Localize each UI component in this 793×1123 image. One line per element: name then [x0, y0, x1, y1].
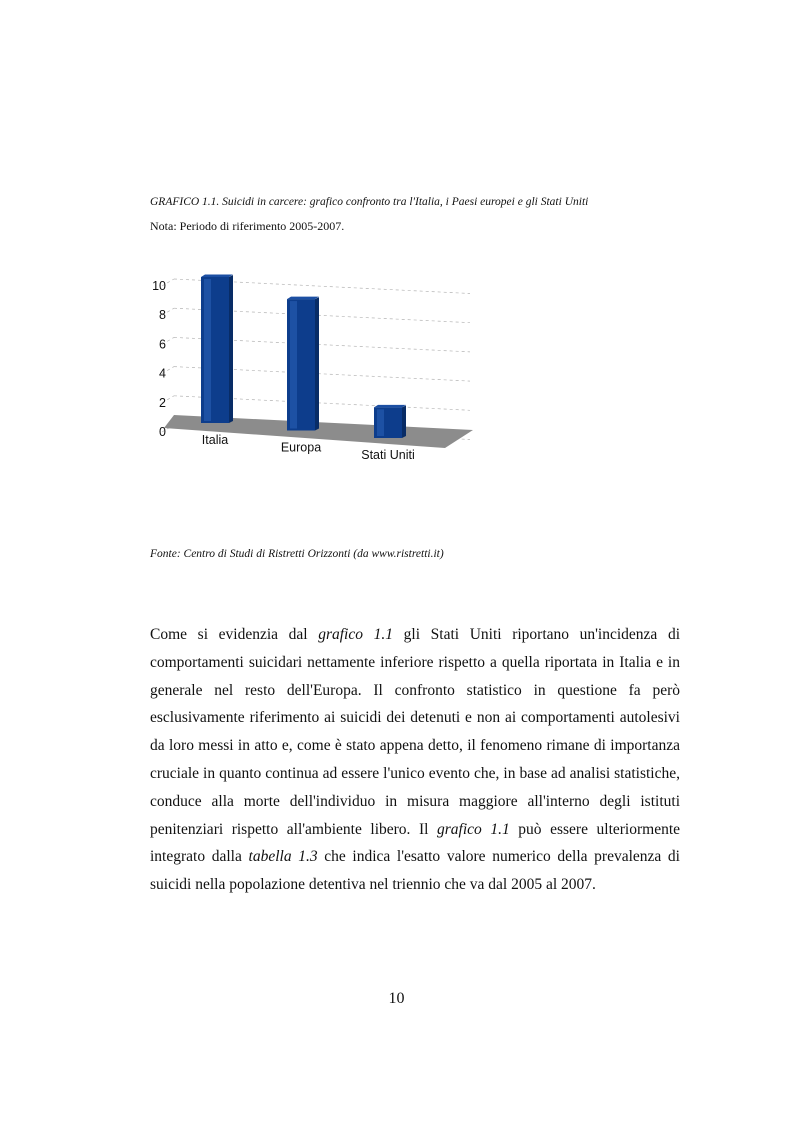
- table-reference: tabella 1.3: [248, 848, 318, 866]
- bar: [201, 275, 233, 424]
- bar-top: [287, 297, 319, 300]
- bars: [201, 275, 406, 439]
- y-axis-ticks: [152, 279, 166, 439]
- bar-highlight: [377, 409, 384, 436]
- x-category-label: Italia: [201, 433, 229, 447]
- paragraph-text: può essere ulteriormente integrato dalla: [150, 820, 681, 866]
- paragraph-text: Come si evidenzia dal: [150, 626, 319, 643]
- y-tick-label: 10: [152, 279, 166, 293]
- x-category-label: Europa: [280, 440, 322, 455]
- bar-side: [402, 405, 406, 438]
- figure-reference: grafico 1.1: [318, 626, 394, 643]
- bar-highlight: [290, 301, 297, 428]
- y-tick-label: 8: [159, 308, 166, 323]
- figure-source: Fonte: Centro di Studi di Ristretti Orizzonti (da www.ristretti.it): [150, 548, 444, 560]
- y-tick-label: 4: [159, 366, 166, 381]
- figure-caption: GRAFICO 1.1. Suicidi in carcere: grafico confronto tra l'Italia, i Paesi europei e gli Stati Uniti: [150, 196, 589, 208]
- figure-note: Nota: Periodo di riferimento 2005-2007.: [150, 219, 345, 233]
- bar-side: [229, 275, 233, 423]
- bar: [374, 405, 406, 438]
- bar-top: [374, 405, 406, 408]
- y-tick-label: 2: [159, 395, 166, 410]
- bar-chart: [140, 258, 500, 480]
- page-number: 10: [388, 990, 405, 1007]
- y-tick-label: 6: [159, 337, 166, 352]
- figure-reference: grafico 1.1: [437, 820, 510, 838]
- paragraph-text: gli Stati Uniti riportano un'incidenza di comportamenti suicidari nettamente inferiore rispetto a quella riportata in Italia e in generale nel resto dell'Europa. Il confronto statistico in questione fa però esclusivamente riferimento ai suicidi dei detenuti e non ai comportamenti autolesivi da loro messi in atto e, come è stato appena detto, il fenomeno rimane di importanza cruciale in quanto continua ad essere l'unico evento che, in base ad analisi statistiche, conduce alla morte dell'individuo in misura maggiore all'interno degli istituti penitenziari rispetto all'ambiente libero. Il: [150, 626, 680, 838]
- bar-side: [315, 297, 319, 430]
- bar-top: [201, 275, 233, 278]
- x-category-label: Stati Uniti: [361, 448, 415, 462]
- bar-highlight: [204, 279, 211, 421]
- paragraph-text: che indica l'esatto valore numerico della prevalenza di suicidi nella popolazione detentiva nel triennio che va dal 2005 al 2007.: [150, 848, 680, 894]
- body-paragraph: [150, 621, 680, 899]
- y-tick-label: 0: [159, 425, 166, 439]
- bar: [287, 297, 319, 431]
